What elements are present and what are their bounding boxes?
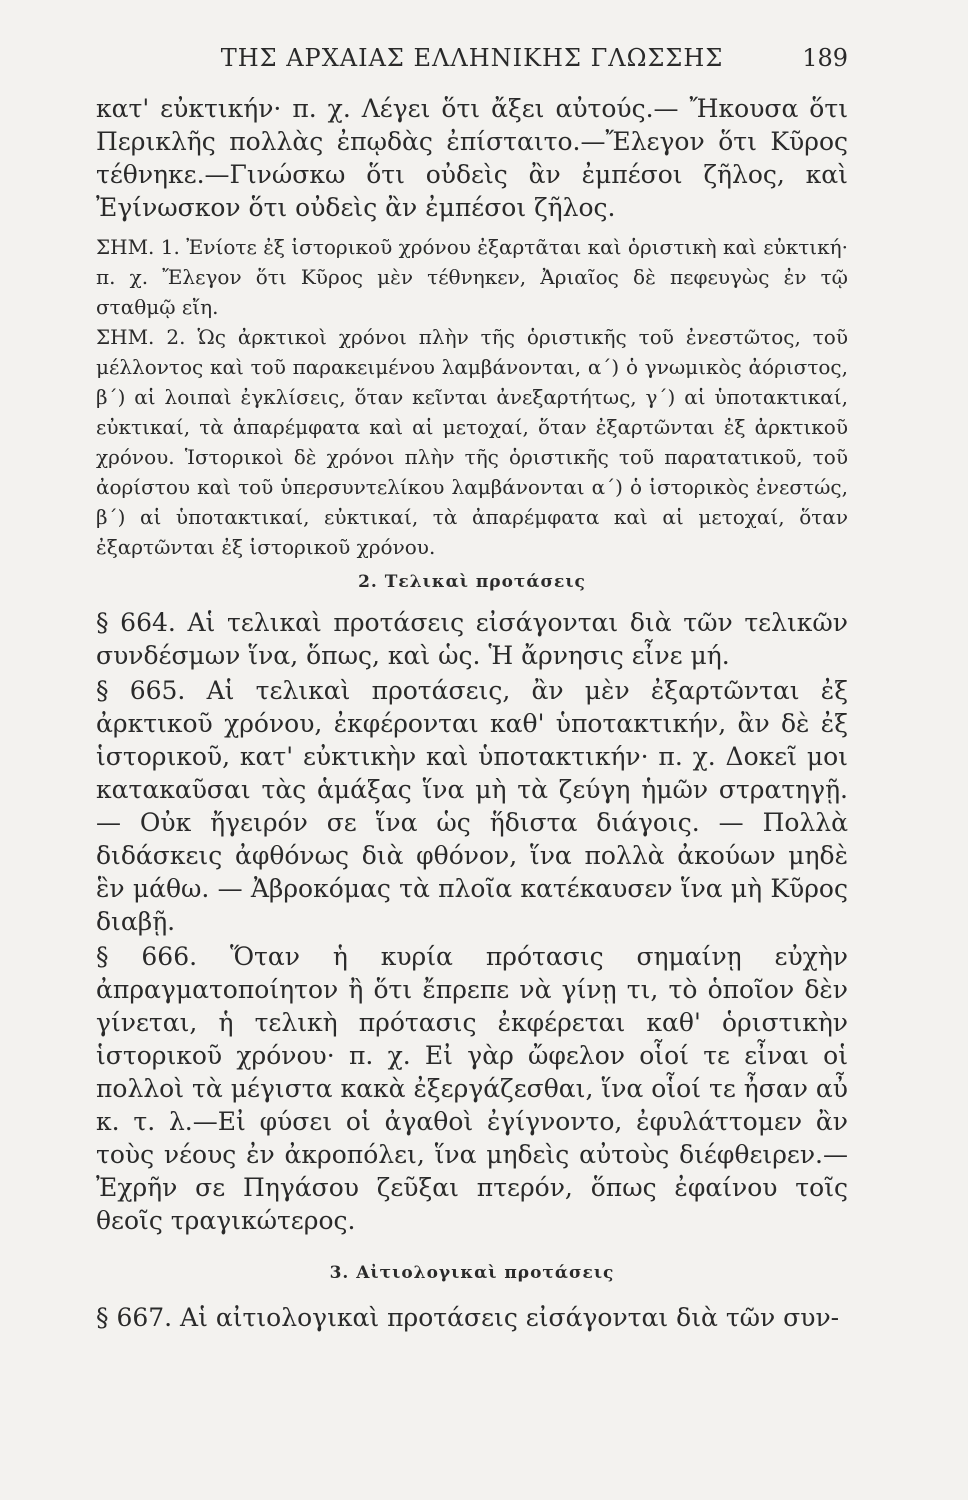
section-heading-causal-clauses: 3. Αἰτιολογικαὶ προτάσεις [329, 1263, 615, 1283]
note-2: ΣΗΜ. 2. Ὡς ἀρκτικοὶ χρόνοι πλὴν τῆς ὁριστικῆς τοῦ ἐνεστῶτος, τοῦ μέλλοντος καὶ τοῦ παρακειμένου λαμβάνονται, α΄) ὁ γνωμικὸς ἀόριστος, β΄) αἱ λοιπαὶ ἐγκλίσεις, ὅταν κεῖνται ἀνεξαρτήτως, γ΄) αἱ ὑποτακτικαί, εὐκτικαί, τὰ ἀπαρέμφατα καὶ αἱ μετοχαί, ὅταν ἐξαρτῶνται ἐξ ἀρκτικοῦ χρόνου. Ἱστορικοὶ δὲ χρόνοι πλὴν τῆς ὁριστικῆς τοῦ παρατατικοῦ, τοῦ ἀορίστου καὶ τοῦ ὑπερσυντελίκου λαμβάνονται α΄) ὁ ἱστορικὸς ἐνεστώς, β΄) αἱ ὑποτακτικαί, εὐκτικαί, τὰ ἀπαρέμφατα καὶ αἱ μετοχαί, ὅταν ἐξαρτῶνται ἐξ ἱστορικοῦ χρόνου. [96, 325, 848, 559]
running-title: ΤΗΣ ΑΡΧΑΙΑΣ ΕΛΛΗΝΙΚΗΣ ΓΛΩΣΣΗΣ [220, 44, 724, 72]
page-number: 189 [802, 44, 848, 72]
section-665: § 665. Αἱ τελικαὶ προτάσεις, ἂν μὲν ἐξαρτῶνται ἐξ ἀρκτικοῦ χρόνου, ἐκφέρονται καθ' ὑποτακτικήν, ἂν δὲ ἐξ ἱστορικοῦ, κατ' εὐκτικὴν καὶ ὑποτακτικήν· π. χ. Δοκεῖ μοι κατακαῦσαι τὰς ἁμάξας ἵνα μὴ τὰ ζεύγη ἡμῶν στρατηγῇ.— Οὐκ ἤγειρόν σε ἵνα ὡς ἥδιστα διάγοις. — Πολλὰ διδάσκεις ἀφθόνως διὰ φθόνον, ἵνα πολλὰ ἀκούων μηδὲ ἓν μάθω. — Ἀβροκόμας τὰ πλοῖα κατέκαυσεν ἵνα μὴ Κῦρος διαβῇ. [96, 676, 848, 936]
section-heading-final-clauses: 2. Τελικαὶ προτάσεις [358, 572, 586, 592]
paragraph-continuation: κατ' εὐκτικήν· π. χ. Λέγει ὅτι ἄξει αὐτούς.— Ἤκουσα ὅτι Περικλῆς πολλὰς ἐπῳδὰς ἐπίσταιτο.—Ἔλεγον ὅτι Κῦρος τέθνηκε.—Γινώσκω ὅτι οὐδεὶς ἂν ἐμπέσοι ζῆλος, καὶ Ἐγίνωσκον ὅτι οὐδεὶς ἂν ἐμπέσοι ζῆλος. [96, 94, 848, 222]
page-header [96, 44, 848, 84]
section-664: § 664. Αἱ τελικαὶ προτάσεις εἰσάγονται διὰ τῶν τελικῶν συνδέσμων ἵνα, ὅπως, καὶ ὡς. Ἡ ἄρνησις εἶνε μή. [96, 608, 848, 670]
section-667: § 667. Αἱ αἰτιολογικαὶ προτάσεις εἰσάγονται διὰ τῶν συν- [96, 1303, 840, 1332]
note-1: ΣΗΜ. 1. Ἐνίοτε ἐξ ἱστορικοῦ χρόνου ἐξαρτᾶται καὶ ὁριστικὴ καὶ εὐκτική· π. χ. Ἔλεγον ὅτι Κῦρος μὲν τέθνηκεν, Ἀριαῖος δὲ πεφευγὼς ἐν τῷ σταθμῷ εἴη. [96, 235, 848, 319]
section-666: § 666. Ὅταν ἡ κυρία πρότασις σημαίνῃ εὐχὴν ἀπραγματοποίητον ἢ ὅτι ἔπρεπε νὰ γίνῃ τι, τὸ ὁποῖον δὲν γίνεται, ἡ τελικὴ πρότασις ἐκφέρεται καθ' ὁριστικὴν ἱστορικοῦ χρόνου· π. χ. Εἰ γὰρ ὤφελον οἷοί τε εἶναι οἱ πολλοὶ τὰ μέγιστα κακὰ ἐξεργάζεσθαι, ἵνα οἷοί τε ἦσαν αὖ κ. τ. λ.—Εἰ φύσει οἱ ἀγαθοὶ ἐγίγνοντο, ἐφυλάττομεν ἂν τοὺς νέους ἐν ἀκροπόλει, ἵνα μηδεὶς αὐτοὺς διέφθειρεν.—Ἐχρῆν σε Πηγάσου ζεῦξαι πτερόν, ὅπως ἐφαίνου τοῖς θεοῖς τραγικώτερος. [96, 942, 848, 1235]
page-body [96, 92, 848, 1334]
